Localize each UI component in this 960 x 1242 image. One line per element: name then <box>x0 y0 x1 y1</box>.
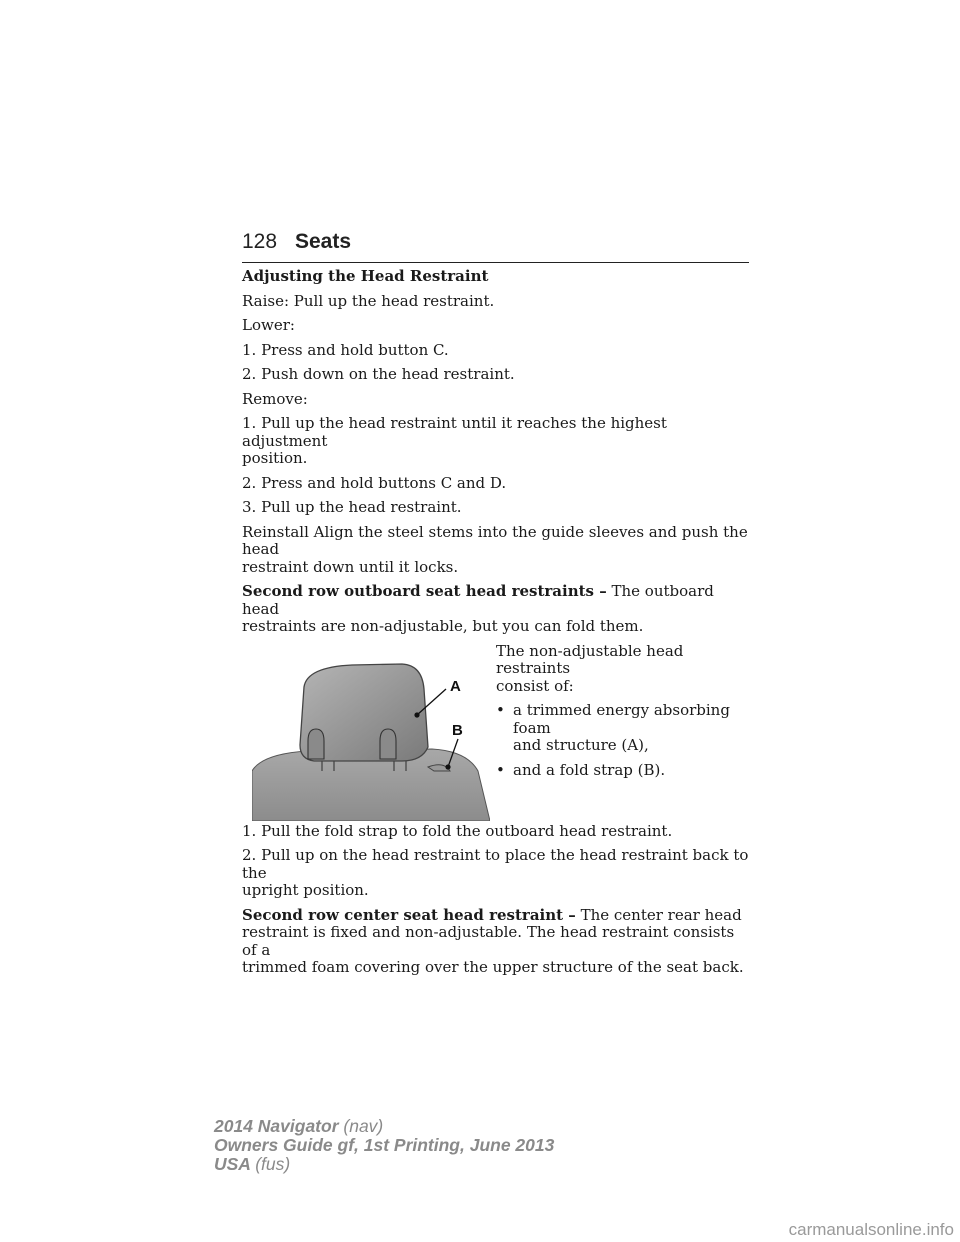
bullet-icon: • <box>496 701 505 719</box>
outboard-heading: Second row outboard seat head restraints – <box>242 582 607 600</box>
consist-line-2: consist of: <box>496 676 574 695</box>
bullet-1-line-2: and structure (A), <box>513 736 649 754</box>
center-text-line-3: trimmed foam covering over the upper structure of the seat back. <box>242 958 744 976</box>
page-footer <box>214 1117 554 1174</box>
remove-step-1 <box>242 415 752 468</box>
section-title: Seats <box>295 230 352 253</box>
label-a: A <box>450 677 461 695</box>
fold-step-2-line-2: upright position. <box>242 881 369 899</box>
outboard-text-line-2: restraints are non-adjustable, but you can fold them. <box>242 617 644 635</box>
center-heading: Second row center seat head restraint – <box>242 905 576 924</box>
remove-step-3: 3. Pull up the head restraint. <box>242 498 462 516</box>
footer-guide: Owners Guide gf, 1st Printing, June 2013 <box>214 1135 555 1155</box>
remove-label: Remove: <box>242 389 308 408</box>
remove-step-1-line-1: 1. Pull up the head restraint until it reaches the highest adjustment <box>242 414 667 450</box>
list-item-foam <box>496 702 754 755</box>
outboard-text-line-1: The outboard head <box>242 582 714 618</box>
page-number: 128 <box>242 230 278 253</box>
outboard-paragraph <box>242 583 752 636</box>
bullet-1-line-1: a trimmed energy absorbing foam <box>513 701 730 737</box>
reinstall-instruction <box>242 524 752 577</box>
consist-line-1: The non-adjustable head restraints <box>496 641 684 677</box>
fold-step-1: 1. Pull the fold strap to fold the outboard head restraint. <box>242 821 673 840</box>
center-text-line-2: restraint is fixed and non-adjustable. The head restraint consists of a <box>242 923 735 959</box>
page-body <box>242 268 752 984</box>
list-item-strap <box>496 762 754 780</box>
raise-instruction: Raise: Pull up the head restraint. <box>242 291 495 310</box>
center-paragraph <box>242 907 752 977</box>
fold-step-2 <box>242 847 752 900</box>
consist-intro <box>496 643 754 696</box>
reinstall-line-1: Reinstall Align the steel stems into the guide sleeves and push the head <box>242 522 748 558</box>
remove-step-1-line-2: position. <box>242 449 308 467</box>
lower-step-2: 2. Push down on the head restraint. <box>242 365 515 383</box>
footer-market: USA <box>214 1154 251 1174</box>
footer-market-line <box>214 1155 554 1174</box>
remove-step-2: 2. Press and hold buttons C and D. <box>242 473 507 492</box>
footer-model-code: (nav) <box>343 1116 384 1136</box>
footer-model: 2014 Navigator <box>214 1116 339 1136</box>
page-header <box>242 228 749 263</box>
heading-adjusting-head-restraint: Adjusting the Head Restraint <box>242 267 489 285</box>
label-b: B <box>452 721 463 739</box>
footer-market-code: (fus) <box>255 1154 291 1174</box>
lower-step-1: 1. Press and hold button C. <box>242 340 449 359</box>
figure-description <box>496 643 754 787</box>
head-restraint-illustration <box>252 659 490 821</box>
footer-model-line <box>214 1117 554 1136</box>
figure-row <box>242 643 752 815</box>
bullet-icon: • <box>496 760 505 779</box>
watermark: carmanualsonline.info <box>788 1220 954 1239</box>
center-text-line-1: The center rear head <box>580 905 742 924</box>
lower-label: Lower: <box>242 316 295 334</box>
fold-step-2-line-1: 2. Pull up on the head restraint to place the head restraint back to the <box>242 846 749 882</box>
reinstall-line-2: restraint down until it locks. <box>242 557 459 576</box>
bullet-2-text: and a fold strap (B). <box>513 760 666 779</box>
